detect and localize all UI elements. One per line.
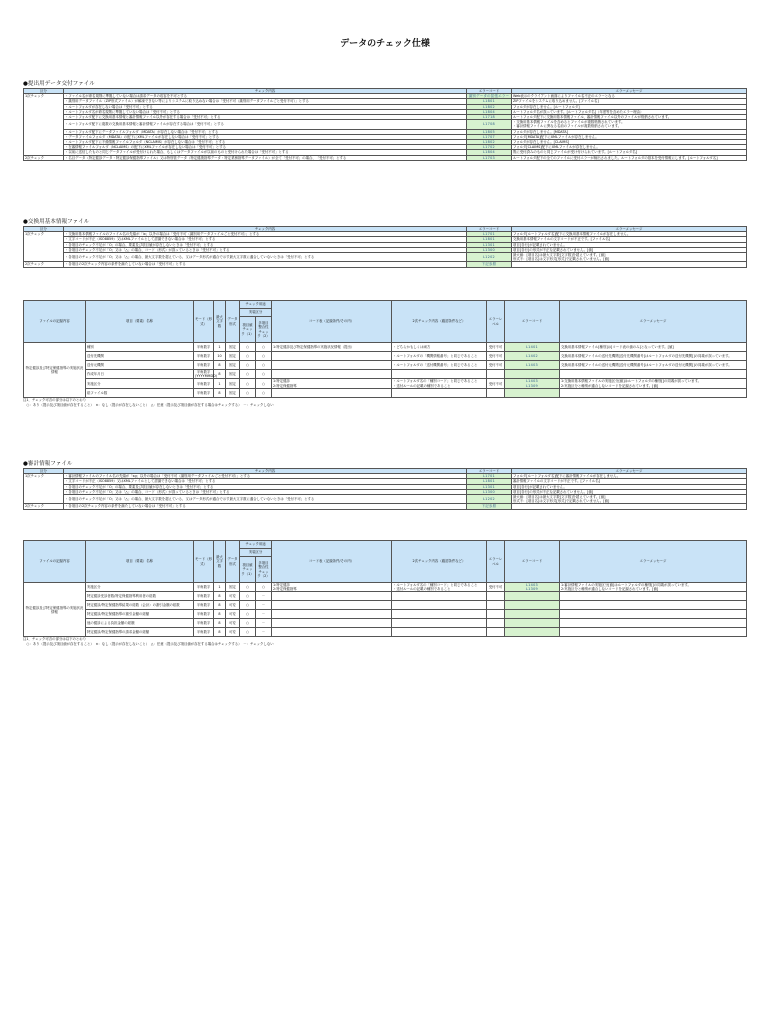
- row-error-code: [505, 610, 560, 619]
- row-type: 可変: [226, 592, 240, 601]
- row-content: ・各項目のチェック不足が「O」の場合、要素及び項目値が存在しないときは「受付不可」とする: [64, 242, 467, 247]
- row-error-message: ・交換用基本情報ファイルを含めるとファイルが複数格納されています。 ・審計情報ファイルに異なる名前のファイルが複数格納されています。: [512, 120, 747, 129]
- row-item-name: 総ファイル数: [86, 388, 194, 397]
- row-error-message: ルートフォルダ配下に交換用基本情報ファイル、審計情報ファイル以外のファイルが格納されています。: [512, 115, 747, 120]
- header-max: 最大文字数: [214, 301, 226, 343]
- header-code-form: モード（形式）: [194, 541, 214, 583]
- header-check-usage: チェック用途: [240, 301, 272, 309]
- row-mode: 半角数字: [194, 601, 214, 610]
- row-content: ・交換用基本情報ファイルのファイル名の先頭が「ix」以外の場合は「受付不可（識別用データファイルごと受付不可）」とする: [64, 232, 467, 237]
- table-row: [24, 504, 747, 509]
- table-row: [24, 619, 747, 628]
- header-content: チェック内容: [64, 469, 467, 474]
- row-error-code: L1707: [467, 134, 512, 139]
- row-content: ・以前に送信したものと同じデータファイルが受付けられた場合、もしくはデータファイルが以前のものと受付けられた場合は「受付不可」とする: [64, 150, 467, 155]
- row-item-check: ○: [240, 583, 256, 592]
- row-group: 特定健診及び特定保健指導の実施状況情報: [24, 583, 86, 637]
- header-code-table: コード表（記録条件/その内）: [272, 301, 392, 343]
- row-error-message: 交換用基本情報ファイルの送付元機関[送付元機関番号]はルートフォルダの送付元機関[]の同義が誤っています。: [560, 361, 747, 370]
- row-content: ・審計情報ファイルのファイル名の先頭が「sg」以外の場合は「受付不可（識別用データファイルごと受付不可）」とする: [64, 474, 467, 479]
- section-title: ●審計情報ファイル: [23, 461, 73, 467]
- row-error-message: フォルダが存在しません。[MDATA]: [512, 129, 747, 134]
- row-type: 固定: [226, 361, 240, 370]
- row-max: 8: [214, 388, 226, 397]
- header-content: チェック内容: [64, 227, 467, 232]
- row-error-code: [505, 388, 560, 397]
- row-error-code: 下記参照: [467, 504, 512, 509]
- row-error-message: [560, 592, 747, 601]
- row-kubun: 1次チェック: [24, 474, 64, 504]
- table-row: [24, 155, 747, 160]
- row-error-message: [560, 610, 747, 619]
- row-error-message: 交換用基本情報ファイル[種別]は[コード表の値のみ]となっています。[値]: [560, 343, 747, 352]
- row-content: ・ルートフォルダ配下に複数の交換用基本情報と審計情報ファイルが存在する場合は「受付不可」とする: [64, 120, 467, 129]
- row-max: 8: [214, 601, 226, 610]
- row-error-message: フォルダ[ルートフォルダ名]配下に審計情報ファイルが存在しません。: [512, 474, 747, 479]
- row-error-code: L1718: [467, 115, 512, 120]
- row-kubun: 1次チェック: [24, 232, 64, 262]
- check-table: [23, 468, 747, 510]
- row-max: 8: [214, 361, 226, 370]
- row-content: ・識別用データファイル（ZIP形式ファイル）が解凍できない等によりシステムに取り込めない場合は「受付不可（識別用データファイルごと受付不可）」とする: [64, 99, 467, 104]
- row-item-name: 送付元機関: [86, 361, 194, 370]
- row-content: ・在審情報ファイルフォルダ（NCLAIMS）の配下にXMLファイルが存在しない場合は「受付不可」とする: [64, 145, 467, 150]
- row-item-check: ○: [240, 592, 256, 601]
- row-code-table: [272, 601, 392, 610]
- row-mode: 半角数字: [194, 592, 214, 601]
- check-table: [23, 88, 747, 161]
- row-content: ・各項目のチェック不足が「O」又は「△」の場合、最大文字数を超えている、又はデータ形式が適合で示す最大文字数に適合していないときは「受付不可」とする: [64, 495, 467, 504]
- row-item-check: ○: [240, 610, 256, 619]
- row-max: 1: [214, 379, 226, 388]
- header-errcode: エラーコード: [505, 301, 560, 343]
- row-content: ・ファイル名が命名規則に準拠していない場合は請求データの収容を不可とする: [64, 94, 467, 99]
- row-match-check: ○: [256, 361, 272, 370]
- row-error-message: [512, 504, 747, 509]
- row-item-name: 種別: [86, 343, 194, 352]
- row-code-table: [272, 628, 392, 637]
- row-error-message: 項目[各行]が記載されていません。: [512, 242, 747, 247]
- row-error-message: ZIPファイルをシステムに取り込めません。[ファイル名]: [512, 99, 747, 104]
- row-type: 可変: [226, 601, 240, 610]
- row-error-code: L1801: [467, 479, 512, 484]
- detail-note: ○：あり（提示及び項目値が存在すること） ×：なし（提示が存在しないこと） △：任意（提示及び項目値が存在する場合はチェックする） －：チェックしない: [23, 402, 274, 407]
- row-content: ・名目データ（特定健診データ・特定健診保健指導ファイル）又は特別管データ（特定健康指導データ・特定業務指導データファイル）が全て「受付不可」の場合、「受付不可」とする: [64, 155, 467, 160]
- table-row: [24, 343, 747, 352]
- row-match-check: －: [256, 610, 272, 619]
- header-second: 2次チェック内容（確認条件など）: [392, 541, 487, 583]
- row-kubun: 2次チェック: [24, 504, 64, 509]
- row-second-check: [392, 592, 487, 601]
- row-error-message: 項目[各行]が記載されていません。: [512, 484, 747, 489]
- row-item-name: 特定健診/特定保健指導結果の総数（会計）の割引金額の総数: [86, 601, 194, 610]
- row-content: ・各項目のチェック不足が「O」の場合、要素及び項目値が存在しないときは「受付不可」とする: [64, 484, 467, 489]
- row-match-check: －: [256, 592, 272, 601]
- header-code: エラーコード: [467, 89, 512, 94]
- row-error-code: 識別データの拡張エラー: [467, 94, 512, 99]
- row-content: ・各項目の2次チェック内容の条件を満たしていない場合は「受付不可」とする: [64, 262, 467, 267]
- row-mode: 半角数字: [194, 388, 214, 397]
- row-second-check: [392, 601, 487, 610]
- row-second-check: ・ルートフォルダ名の「種別コード」と同じであること ・送付ルールの記載の種別であること: [392, 583, 487, 592]
- header-errmsg: エラーメッセージ: [560, 301, 747, 343]
- row-match-check: ○: [256, 370, 272, 379]
- row-type: 固定: [226, 388, 240, 397]
- table-row: [24, 352, 747, 361]
- table-row: [24, 628, 747, 637]
- section-title: ●交換用基本情報ファイル: [23, 219, 90, 225]
- row-max: 8: [214, 592, 226, 601]
- row-error-code: L1701: [467, 232, 512, 237]
- header-level: エラーレベル: [487, 301, 505, 343]
- row-item-name: 他の健診による負担金額の総額: [86, 619, 194, 628]
- row-code-table: [272, 388, 392, 397]
- row-type: 固定: [226, 343, 240, 352]
- row-match-check: －: [256, 619, 272, 628]
- row-level: [487, 388, 505, 397]
- section-title: ●提出用データ交付ファイル: [23, 81, 95, 87]
- row-error-code: L1202: [467, 495, 512, 504]
- row-error-message: 審計情報ファイルの文字コードが不正です。[ファイル名]: [512, 479, 747, 484]
- row-error-code: L1801: [467, 237, 512, 242]
- header-item: 項目（要素）名称: [86, 541, 194, 583]
- row-kubun: 1次チェック: [24, 94, 64, 155]
- header-errmsg: エラーメッセージ: [560, 541, 747, 583]
- row-error-code: L1300: [467, 489, 512, 494]
- row-mode: 半角数字: [194, 343, 214, 352]
- header-item-check: 項目値チェック（1）: [240, 557, 256, 583]
- row-content: ・ルートフォルダが存在しない場合は「受付不可」とする: [64, 104, 467, 109]
- row-error-message: フォルダ[MDATA]配下にXMLファイルが存在しません。: [512, 134, 747, 139]
- row-item-name: 送付先機関: [86, 352, 194, 361]
- row-error-message: 1:交換用基本情報ファイルの実施区分[値]はルートフォルダの種別[]の同義が誤っています。 2:実施区分と種別が適合しないコードを記録されています。[値]: [560, 379, 747, 388]
- row-error-message: 交換用基本情報ファイルの送付先機関[送付先機関番号]はルートフォルダの送付先機関[]の同義が誤っています。: [560, 352, 747, 361]
- row-error-code: L1403 L1309: [505, 583, 560, 592]
- row-error-message: Web表示のクライアント画面によりファイル名不正のエラーとなる: [512, 94, 747, 99]
- header-kubun: 区分: [24, 227, 64, 232]
- row-error-code: L1703: [467, 155, 512, 160]
- row-error-code: L1802: [467, 104, 512, 109]
- row-code-table: 1:特定健診及び特定保健指導の実施状況情報（提出）: [272, 343, 392, 352]
- row-code-table: [272, 361, 392, 370]
- row-mode: 半角数字: [194, 352, 214, 361]
- row-code-table: [272, 610, 392, 619]
- row-max: 1: [214, 583, 226, 592]
- row-error-code: L1802: [467, 140, 512, 145]
- table-row: [24, 610, 747, 619]
- row-match-check: ○: [256, 379, 272, 388]
- row-second-check: [392, 619, 487, 628]
- row-error-code: L1801: [467, 99, 512, 104]
- row-level: 受付不可: [487, 379, 505, 388]
- row-second-check: [392, 370, 487, 379]
- row-content: ・文字コードが不正（ISO8859）又はXMLファイルとして認識できない場合は「受付不可」とする: [64, 237, 467, 242]
- row-match-check: ○: [256, 388, 272, 397]
- row-code-table: 1:特定健診 2:特定保健指導: [272, 379, 392, 388]
- row-item-check: ○: [240, 370, 256, 379]
- row-mode: 半角数字 (YYYYMMDD): [195, 370, 218, 379]
- row-level: 受付不可: [487, 361, 505, 370]
- row-content: ・各項目のチェック不足が「O」又は「△」の場合、最大文字数を超えている、又はデータ形式が適合で示す最大文字数に適合していないときは「受付不可」とする: [64, 253, 467, 262]
- table-row: [24, 601, 747, 610]
- row-level: [487, 370, 505, 379]
- header-max: 最大文字数: [214, 541, 226, 583]
- row-second-check: ・どちらかもしくは両方: [392, 343, 487, 352]
- row-content: ・各項目のチェック不足が「O」又は「△」の場合、コード（形式）が誤っているときは「受付不可」とする: [64, 489, 467, 494]
- row-level: [487, 592, 505, 601]
- row-error-code: L1701: [467, 474, 512, 479]
- row-level: [487, 619, 505, 628]
- row-mode: 半角数字: [194, 379, 214, 388]
- row-error-code: [505, 370, 560, 379]
- row-error-code: L1403 L1309: [505, 379, 560, 388]
- row-error-code: [505, 619, 560, 628]
- row-error-code: 下記参照: [467, 262, 512, 267]
- detail-note: ○：あり（提示及び項目値が存在すること） ×：なし（提示が存在しないこと） △：任意（提示及び項目値が存在する場合はチェックする） －：チェックしない: [23, 642, 274, 647]
- row-content: ・ルートフォルダ配下にデータファイルフォルダ（MDATA）が存在しない場合は「受付不可」とする: [64, 129, 467, 134]
- row-second-check: ・ルートフォルダの「送付機関番号」と同じであること: [392, 361, 487, 370]
- row-error-message: フォルダ[CLAIMS]配下にXMLファイルが存在しません。: [512, 145, 747, 150]
- row-error-message: 項目[各行]の形式が不正な記載されていません。[値]: [512, 489, 747, 494]
- header-content: チェック内容: [64, 89, 467, 94]
- row-max: 8: [214, 610, 226, 619]
- detail-audit-info: [23, 540, 746, 647]
- header-sub-check: 実装区分: [240, 549, 272, 557]
- detail-table: [23, 540, 747, 637]
- row-error-message: [512, 262, 747, 267]
- header-match-check: 多項目整合性チェック（2）: [256, 317, 272, 343]
- row-error-code: L1202: [467, 253, 512, 262]
- row-level: [487, 601, 505, 610]
- row-max: 8: [214, 370, 226, 379]
- row-second-check: ・ルートフォルダの「機関情報番号」と同じであること: [392, 352, 487, 361]
- detail-note: 注1．チェック可否の部分は以下のとおり: [23, 637, 87, 642]
- header-code: エラーコード: [467, 469, 512, 474]
- row-item-name: 実施区分: [86, 583, 194, 592]
- row-content: ・各項目のチェック不足が「O」又は「△」の場合、コード（形式）が誤っているときは「受付不可」とする: [64, 247, 467, 252]
- header-item: 項目（要素）名称: [86, 301, 194, 343]
- table-row: [24, 361, 747, 370]
- row-error-code: L1301: [467, 484, 512, 489]
- row-code-table: [272, 619, 392, 628]
- row-error-message: [560, 388, 747, 397]
- row-second-check: [392, 388, 487, 397]
- row-error-code: L1804: [467, 150, 512, 155]
- row-error-code: L1708: [467, 120, 512, 129]
- header-kubun: 区分: [24, 469, 64, 474]
- row-type: 固定: [226, 352, 240, 361]
- table-row: [24, 253, 747, 262]
- header-code-table: コード表（記録条件/その内）: [272, 541, 392, 583]
- header-message: エラーメッセージ: [512, 227, 747, 232]
- row-mode: 半角数字: [194, 628, 214, 637]
- header-level: エラーレベル: [487, 541, 505, 583]
- row-content: ・ルートフォルダ配下に交換用基本情報と審計情報ファイル以外が存在する場合は「受付不可」とする: [64, 115, 467, 120]
- header-match-check: 多項目整合性チェック（2）: [256, 557, 272, 583]
- header-item-check: 項目値チェック（1）: [240, 317, 256, 343]
- page-title: データのチェック仕様: [340, 39, 430, 49]
- row-content: ・各項目の2次チェック内容の条件を満たしていない場合は「受付不可」とする: [64, 504, 467, 509]
- row-kubun: 2次チェック: [24, 262, 64, 267]
- header-second: 2次チェック内容（確認条件など）: [392, 301, 487, 343]
- row-content: ・ルートフォルダ配下に不備情報ファイルフォルダ（NCLAIMS）が存在しない場合は「受付不可」とする: [64, 140, 467, 145]
- row-error-code: L1804: [467, 109, 512, 114]
- row-content: ・ルートフォルダ名が命名規則に準拠していない場合は「受付不可」とする: [64, 109, 467, 114]
- row-error-code: [505, 601, 560, 610]
- row-kubun: 2次チェック: [24, 155, 64, 160]
- header-file: ファイルの記録内容: [24, 541, 86, 583]
- row-match-check: ○: [256, 343, 272, 352]
- row-error-message: 1:審計情報ファイルの実施区分[値]はルートフォルダの種別[]の同義が誤っています。 2:実施区分と種別が適合しないコードを記録されています。[値]: [560, 583, 747, 592]
- row-type: 可変: [226, 610, 240, 619]
- check-table: [23, 226, 747, 268]
- row-content: ・文字コードが不正（ISO8859）又はXMLファイルとして認識できない場合は「受付不可」とする: [64, 479, 467, 484]
- row-mode: 半角数字: [194, 619, 214, 628]
- row-code-table: [272, 592, 392, 601]
- row-error-code: L1300: [467, 247, 512, 252]
- row-error-message: 既に受付済みのものと同じファイルが受け付けられています。[ルートフォルダ名]: [512, 150, 747, 155]
- table-row: [24, 592, 747, 601]
- header-code-form: モード（形式）: [194, 301, 214, 343]
- row-item-name: 特定健診/特定保健指導の割引金額の総額: [86, 610, 194, 619]
- row-item-name: 特定健診受診者数/特定保健指導利用者の総数: [86, 592, 194, 601]
- row-item-name: 作成年月日: [86, 370, 194, 379]
- header-message: エラーメッセージ: [512, 89, 747, 94]
- row-mode: 半角数字: [194, 610, 214, 619]
- row-item-check: ○: [240, 619, 256, 628]
- row-type: 可変: [226, 628, 240, 637]
- row-item-check: ○: [240, 379, 256, 388]
- row-item-check: ○: [240, 601, 256, 610]
- header-kubun: 区分: [24, 89, 64, 94]
- row-error-code: L1403: [505, 361, 560, 370]
- row-code-table: [272, 370, 392, 379]
- row-error-code: L1301: [467, 242, 512, 247]
- section-audit-info-file: [23, 460, 746, 510]
- row-error-message: [560, 619, 747, 628]
- row-match-check: ○: [256, 352, 272, 361]
- table-row: [24, 120, 747, 129]
- row-content: ・データファイルフォルダ（MDATA）の配下にXMLファイルが存在しない場合は「受付不可」とする: [64, 134, 467, 139]
- row-type: 固定: [226, 583, 240, 592]
- row-level: 受付不可: [487, 583, 505, 592]
- row-error-message: ルートフォルダ配下の全てのファイルに受付エラーが検出されました。ルートフォルダの基本を受付情報にします。[ルートフォルダ名]: [512, 155, 747, 160]
- row-item-check: ○: [240, 388, 256, 397]
- row-error-message: [560, 601, 747, 610]
- table-row: [24, 495, 747, 504]
- row-type: 可変: [226, 619, 240, 628]
- header-check-usage: チェック用途: [240, 541, 272, 549]
- row-error-message: 交換用基本情報ファイルの文字コードが不正です。[ファイル名]: [512, 237, 747, 242]
- header-errcode: エラーコード: [505, 541, 560, 583]
- section-submission-file: [23, 80, 746, 161]
- table-row: [24, 388, 747, 397]
- row-error-message: [560, 628, 747, 637]
- row-error-code: L1401: [505, 343, 560, 352]
- row-code-table: 1:特定健診 2:特定保健指導: [272, 583, 392, 592]
- row-code-table: [272, 352, 392, 361]
- row-item-check: ○: [240, 361, 256, 370]
- row-item-check: ○: [240, 343, 256, 352]
- row-error-message: 最大値：[項目名]は最大文字数[文字数]を超えています。[値] 形式不：[項目名]は文字形式[形式]で記載されていません。[値]: [512, 495, 747, 504]
- row-error-code: L1402: [505, 352, 560, 361]
- row-item-name: 実施区分: [86, 379, 194, 388]
- row-second-check: ・ルートフォルダ名の「種別コード」と同じであること ・送付ルールの記載の種別であること: [392, 379, 487, 388]
- table-row: [24, 379, 747, 388]
- row-match-check: ○: [256, 583, 272, 592]
- row-group: 特定健診及び特定保健指導の実施状況情報: [24, 343, 86, 398]
- table-row: [24, 583, 747, 592]
- detail-table: [23, 300, 747, 398]
- header-file: ファイルの記録内容: [24, 301, 86, 343]
- row-item-check: ○: [240, 628, 256, 637]
- row-error-code: [505, 628, 560, 637]
- row-mode: 半角数字: [194, 583, 214, 592]
- row-error-message: フォルダが存在しません。[ルートフォルダ]: [512, 104, 747, 109]
- row-error-code: L1702: [467, 145, 512, 150]
- row-max: 10: [214, 352, 226, 361]
- row-item-check: ○: [240, 352, 256, 361]
- row-error-message: ルートフォルダ名が誤っています。[ルートフォルダ名]（年度等を含めたエラー理由）: [512, 109, 747, 114]
- row-error-code: L1805: [467, 129, 512, 134]
- header-code: エラーコード: [467, 227, 512, 232]
- row-type: 固定: [226, 370, 240, 379]
- row-error-message: フォルダ[ルートフォルダ名]配下に交換用基本情報ファイルが存在しません。: [512, 232, 747, 237]
- header-message: エラーメッセージ: [512, 469, 747, 474]
- header-type: データ形式: [226, 541, 240, 583]
- row-level: 受付不可: [487, 352, 505, 361]
- row-level: [487, 610, 505, 619]
- table-row: [24, 262, 747, 267]
- row-second-check: [392, 628, 487, 637]
- row-error-message: [560, 370, 747, 379]
- row-match-check: －: [256, 601, 272, 610]
- detail-basic-info: [23, 300, 746, 408]
- row-error-code: [505, 592, 560, 601]
- row-level: 受付不可: [487, 343, 505, 352]
- row-match-check: －: [256, 628, 272, 637]
- row-level: [487, 628, 505, 637]
- row-error-message: 項目[各行]の形式が不正な記載されていません。[値]: [512, 247, 747, 252]
- row-mode: 半角数字: [194, 361, 214, 370]
- row-type: 固定: [226, 379, 240, 388]
- row-error-message: 最大値：[項目名]は最大文字数[文字数]を超えています。[値] 形式不：[項目名]は文字形式[形式]で記載されていません。[値]: [512, 253, 747, 262]
- header-type: データ形式: [226, 301, 240, 343]
- row-max: 8: [214, 628, 226, 637]
- row-second-check: [392, 610, 487, 619]
- row-item-name: 特定健診/特定保健指導の請求金額の総額: [86, 628, 194, 637]
- row-max: 8: [214, 619, 226, 628]
- row-error-message: フォルダが存在しません。[CLAIMS]: [512, 140, 747, 145]
- section-basic-info-file: [23, 218, 746, 268]
- table-row: [24, 370, 747, 379]
- detail-note: 注1．チェック可否の部分は以下のとおり: [23, 397, 87, 402]
- row-max: 1: [214, 343, 226, 352]
- header-sub-check: 実装区分: [240, 309, 272, 317]
